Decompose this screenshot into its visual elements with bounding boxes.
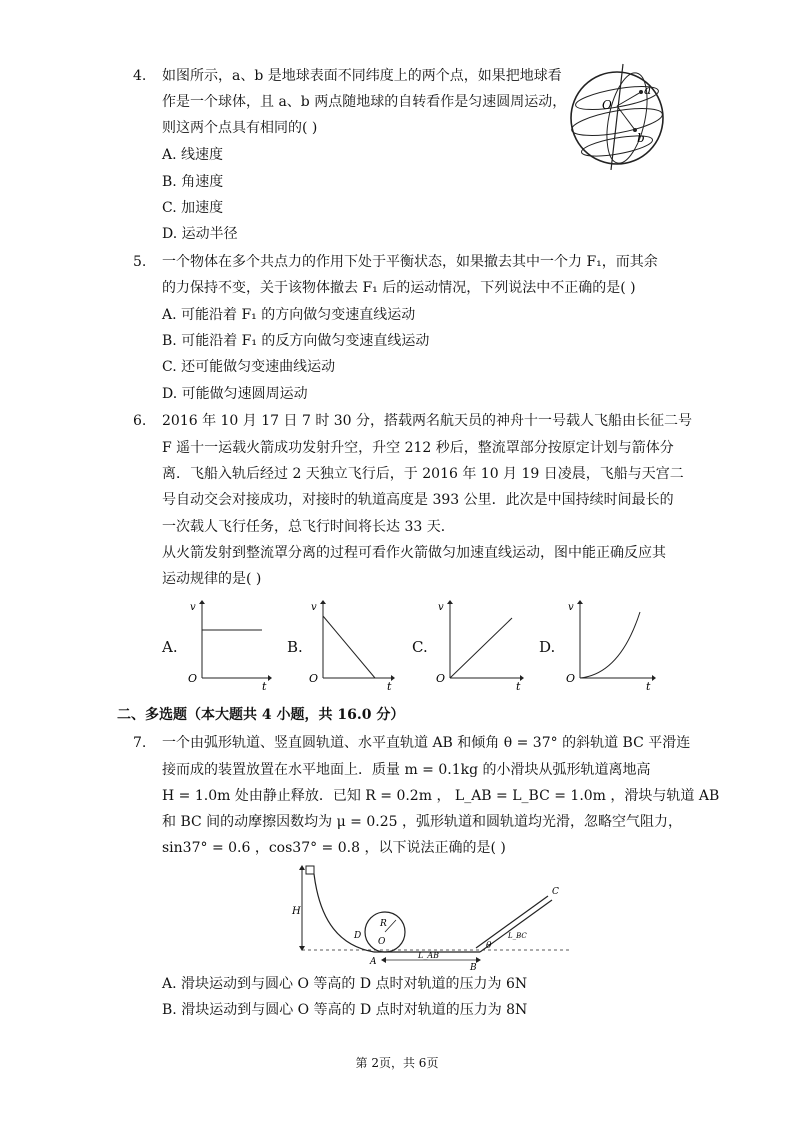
q5-option-c[interactable]: C. 还可能做匀变速曲线运动 — [162, 359, 336, 375]
q6-text-line-3: 离．飞船入轨后经过 2 天独立飞行后，于 2016 年 10 月 19 日凌晨，飞船与天宫二 — [162, 466, 684, 482]
q6-number: 6. — [133, 413, 147, 429]
graph-d-origin: O — [566, 672, 576, 685]
track-label-o: O — [378, 937, 386, 947]
q7-text-line-4: 和 BC 间的动摩擦因数均为 μ = 0.25 ，弧形轨道和圆轨道均光滑，忽略空气阻力， — [162, 814, 682, 830]
q7-text-line-5: sin37° = 0.6 ，cos37° = 0.8 ，以下说法正确的是( ) — [162, 840, 506, 856]
q5-option-d[interactable]: D. 可能做匀速圆周运动 — [162, 386, 308, 402]
q4-text-line-1: 如图所示，a、b 是地球表面不同纬度上的两个点，如果把地球看 — [162, 68, 562, 84]
globe-label-b: b — [637, 131, 645, 145]
graph-a-origin: O — [188, 672, 198, 685]
track-label-lbc: L_BC — [508, 932, 527, 940]
q4-text-line-3: 则这两个点具有相同的( ) — [162, 120, 318, 136]
q6-text-line-2: F 遥十一运载火箭成功发射升空，升空 212 秒后，整流罩部分按原定计划与箭体分 — [162, 440, 674, 456]
q4-text-line-2: 作是一个球体，且 a、b 两点随地球的自转看作是匀速圆周运动， — [162, 94, 567, 110]
q6-text-line-6: 从火箭发射到整流罩分离的过程可看作火箭做匀加速直线运动，图中能正确反应其 — [162, 545, 666, 561]
q5-option-a[interactable]: A. 可能沿着 F₁ 的方向做匀变速直线运动 — [162, 307, 416, 323]
q7-text-line-3: H = 1.0m 处由静止释放．已知 R = 0.2m ， L_AB = L_BC = 1.0m ，滑块与轨道 AB — [162, 788, 720, 804]
graph-c-origin: O — [436, 672, 446, 685]
q6-graph-a — [182, 598, 272, 690]
graph-c-axis-v: v — [438, 602, 444, 613]
graph-b-axis-t: t — [387, 680, 392, 690]
graph-a-axis-t: t — [262, 680, 267, 690]
graph-d-axis-t: t — [646, 680, 651, 690]
q6-graph-c-label[interactable]: C. — [412, 638, 428, 656]
track-label-lab: L_AB — [418, 951, 439, 960]
q6-graph-d — [560, 598, 660, 690]
q4-option-a[interactable]: A. 线速度 — [162, 147, 224, 163]
globe-label-o: O — [602, 98, 612, 112]
q4-number: 4. — [133, 68, 147, 84]
q4-option-b[interactable]: B. 角速度 — [162, 174, 224, 190]
q6-graph-c — [430, 598, 525, 690]
q5-text-line-1: 一个物体在多个共点力的作用下处于平衡状态，如果撤去其中一个力 F₁，而其余 — [162, 254, 658, 270]
track-label-h: H — [292, 906, 301, 917]
section-multiple-choice-title: 二、多选题（本大题共 4 小题，共 16.0 分） — [117, 707, 405, 723]
q5-number: 5. — [133, 254, 147, 270]
q4-option-c[interactable]: C. 加速度 — [162, 200, 224, 216]
q6-graph-b — [303, 598, 395, 690]
q6-graph-a-label[interactable]: A. — [162, 638, 178, 656]
globe-figure — [565, 62, 675, 170]
graph-b-axis-v: v — [311, 602, 317, 613]
q6-text-line-1: 2016 年 10 月 17 日 7 时 30 分，搭载两名航天员的神舟十一号载人飞船由长征二号 — [162, 413, 693, 429]
track-label-c: C — [552, 887, 559, 897]
q7-option-b[interactable]: B. 滑块运动到与圆心 O 等高的 D 点时对轨道的压力为 8N — [162, 1002, 528, 1018]
globe-label-a: a — [644, 83, 652, 97]
track-figure — [290, 862, 570, 974]
page-footer: 第 2页，共 6页 — [355, 1056, 439, 1070]
q7-number: 7. — [133, 735, 147, 751]
q6-graph-d-label[interactable]: D. — [539, 638, 556, 656]
q5-option-b[interactable]: B. 可能沿着 F₁ 的反方向做匀变速直线运动 — [162, 333, 430, 349]
track-label-d: D — [354, 931, 362, 941]
q7-option-a[interactable]: A. 滑块运动到与圆心 O 等高的 D 点时对轨道的压力为 6N — [162, 976, 528, 992]
q6-text-line-7: 运动规律的是( ) — [162, 571, 262, 587]
track-label-r: R — [380, 919, 387, 929]
q6-graph-b-label[interactable]: B. — [287, 638, 303, 656]
track-label-b: B — [470, 963, 477, 973]
graph-c-axis-t: t — [516, 680, 521, 690]
graph-d-axis-v: v — [568, 602, 574, 613]
q7-text-line-1: 一个由弧形轨道、竖直圆轨道、水平直轨道 AB 和倾角 θ = 37° 的斜轨道 BC 平滑连 — [162, 735, 691, 751]
track-label-a: A — [370, 957, 377, 967]
track-label-theta: θ — [486, 941, 492, 951]
q4-option-d[interactable]: D. 运动半径 — [162, 226, 238, 242]
q6-text-line-5: 一次载人飞行任务，总飞行时间将长达 33 天． — [162, 519, 455, 535]
q5-text-line-2: 的力保持不变，关于该物体撤去 F₁ 后的运动情况，下列说法中不正确的是( ) — [162, 280, 636, 296]
q6-text-line-4: 号自动交会对接成功，对接时的轨道高度是 393 公里．此次是中国持续时间最长的 — [162, 492, 674, 508]
graph-a-axis-v: v — [190, 602, 196, 613]
q7-text-line-2: 接而成的装置放置在水平地面上．质量 m = 0.1kg 的小滑块从弧形轨道离地高 — [162, 762, 651, 778]
graph-b-origin: O — [309, 672, 319, 685]
